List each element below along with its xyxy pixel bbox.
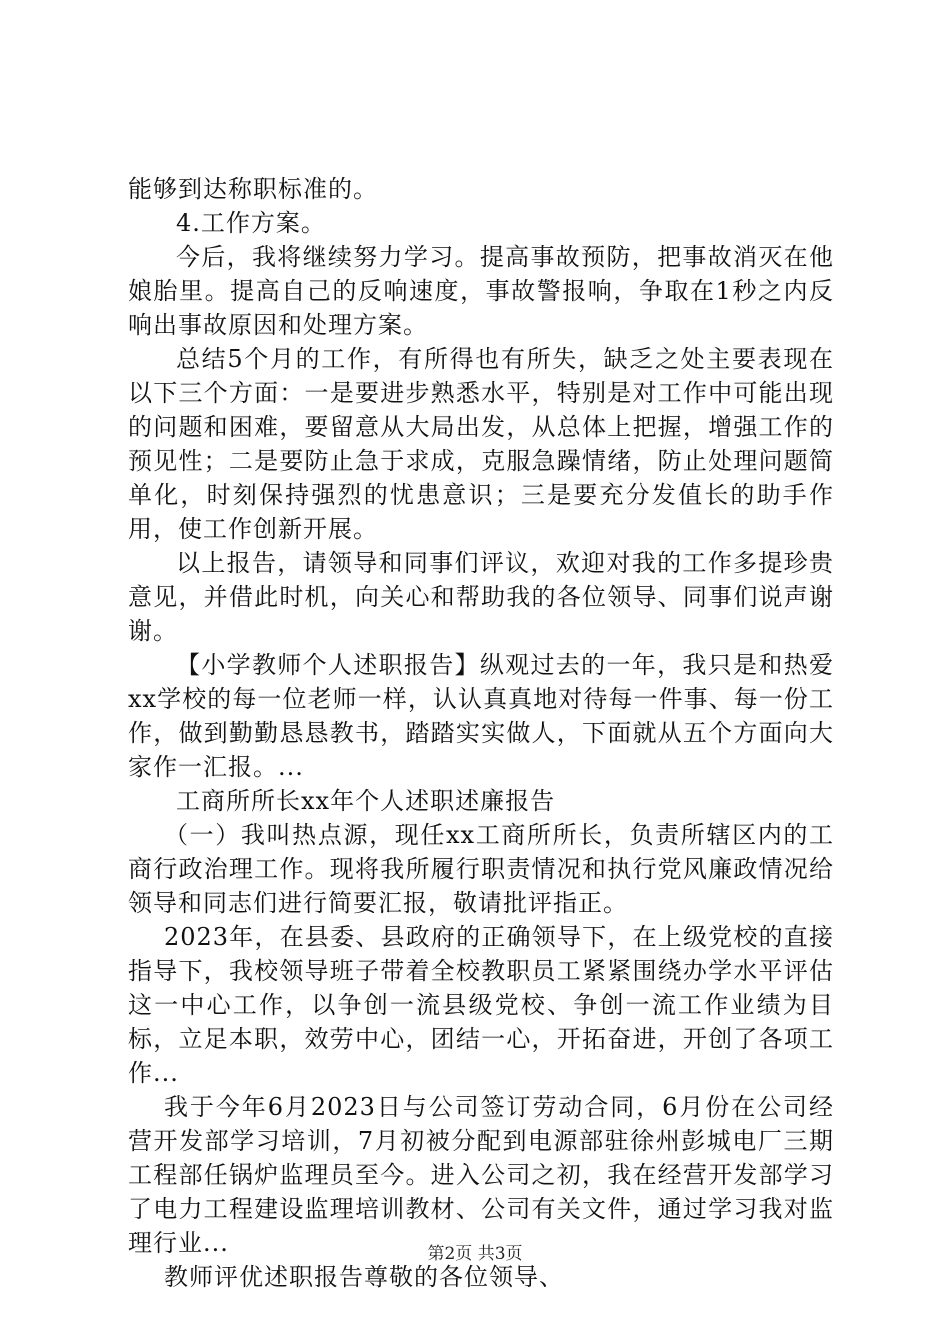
paragraph-1: 能够到达称职标准的。 [128, 175, 378, 203]
paragraph-4: 总结5个月的工作，有所得也有所失，缺乏之处主要表现在以下三个方面：一是要进步熟悉水平，特别是对工作中可能出现的问题和困难，要留意从大局出发，从总体上把握，增强工作的预见性；二是要防止急于求成，克服急躁情绪，防止处理问题简单化，时刻保持强烈的忧患意识；三是要充分发值长的助手作用，使工作创新开展。 [128, 345, 834, 543]
paragraph-9: 2023年，在县委、县政府的正确领导下，在上级党校的直接指导下，我校领导班子带着全校教职员工紧紧围绕办学水平评估这一中心工作，以争创一流县级党校、争创一流工作业绩为目标，立足本职，效劳中心，团结一心，开拓奋进，开创了各项工作... [128, 923, 834, 1087]
paragraph-7: 工商所所长xx年个人述职述廉报告 [176, 787, 556, 815]
paragraph-3: 今后，我将继续努力学习。提高事故预防，把事故消灭在他娘胎里。提高自己的反响速度，事故警报响，争取在1秒之内反响出事故原因和处理方案。 [128, 243, 834, 339]
paragraph-5: 以上报告，请领导和同事们评议，欢迎对我的工作多提珍贵意见，并借此时机，向关心和帮助我的各位领导、同事们说声谢谢。 [128, 549, 834, 645]
paragraph-8: （一）我叫热点源，现任xx工商所所长，负责所辖区内的工商行政治理工作。现将我所履行职责情况和执行党风廉政情况给领导和同志们进行简要汇报，敬请批评指正。 [128, 821, 834, 917]
document-body [128, 172, 834, 1294]
paragraph-2: 4.工作方案。 [176, 209, 326, 237]
paragraph-11: 教师评优述职报告尊敬的各位领导、 [164, 1263, 564, 1291]
page-footer: 第2页 共3页 [427, 1244, 523, 1264]
paragraph-6: 【小学教师个人述职报告】纵观过去的一年，我只是和热爱xx学校的每一位老师一样，认认真真地对待每一件事、每一份工作，做到勤勤恳恳教书，踏踏实实做人，下面就从五个方面向大家作一汇报。... [128, 651, 834, 781]
paragraph-10: 我于今年6月2023日与公司签订劳动合同，6月份在公司经营开发部学习培训，7月初被分配到电源部驻徐州彭城电厂三期工程部任锅炉监理员至今。进入公司之初，我在经营开发部学习了电力工程建设监理培训教材、公司有关文件，通过学习我对监理行业... [128, 1093, 834, 1257]
